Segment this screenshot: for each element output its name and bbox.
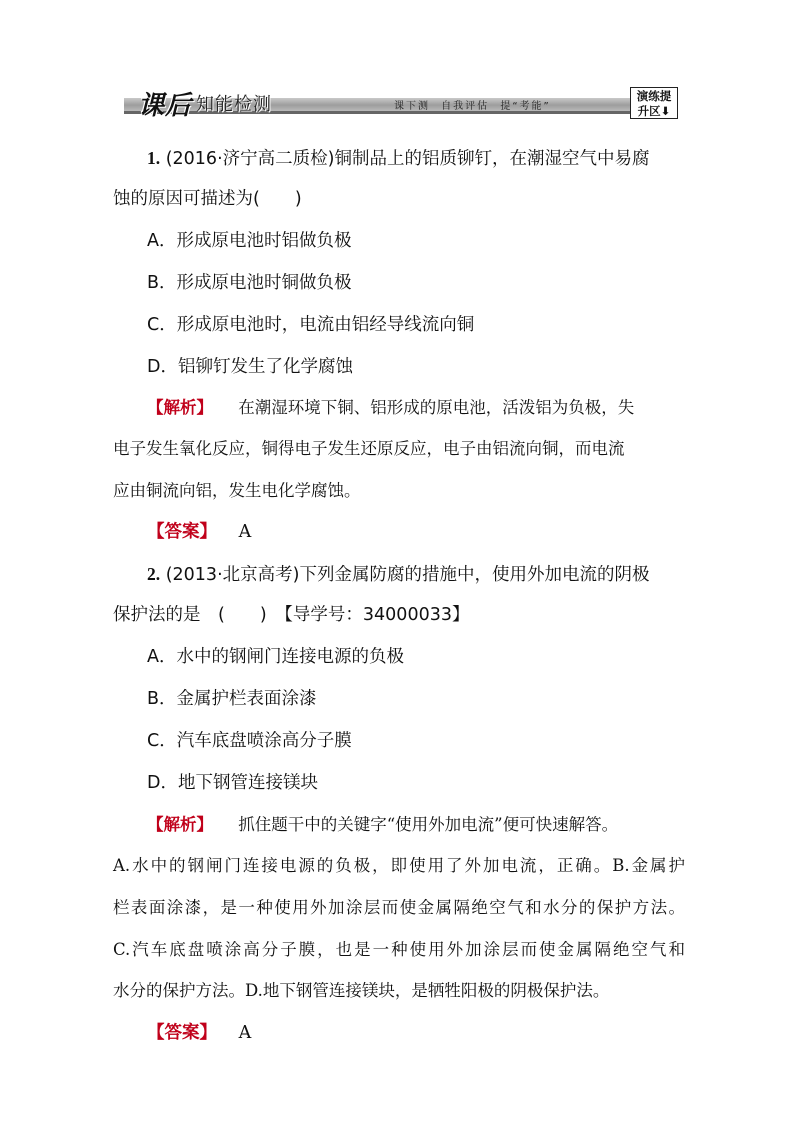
- answer-line: [147, 520, 251, 544]
- answer-tag: 【答案】: [147, 1023, 217, 1043]
- option-a: A．水中的钢闸门连接电源的负极: [147, 647, 404, 667]
- analysis-line-2: 电子发生氧化反应，铜得电子发生还原反应，电子由铝流向铜，而电流: [113, 439, 625, 458]
- answer-line: [147, 1021, 251, 1045]
- header-subtitle: 课下测 自我评估 提“考能”: [394, 101, 551, 112]
- question-2-line-2: 保护法的是 ( ) 【导学号：34000033】: [113, 605, 470, 625]
- header-title-small: 知能检测: [196, 94, 273, 115]
- analysis-line-3: 应由铜流向铝，发生电化学腐蚀。: [113, 481, 361, 500]
- analysis-tag: 【解析】: [147, 398, 213, 417]
- analysis-text: 抓住题干中的关键字“使用外加电流”便可快速解答。: [238, 815, 619, 834]
- down-arrow-icon: ⬇: [660, 104, 671, 118]
- option-b: B．形成原电池时铜做负极: [147, 273, 352, 293]
- option-c: C．汽车底盘喷涂高分子膜: [147, 731, 352, 751]
- analysis-line-1: [147, 396, 634, 420]
- analysis-line-5: 水分的保护方法。D.地下钢管连接镁块，是牺牲阳极的阴极保护法。: [113, 981, 610, 1000]
- analysis-line-3: 栏表面涂漆，是一种使用外加涂层而使金属隔绝空气和水分的保护方法。: [113, 898, 685, 917]
- option-c: C．形成原电池时，电流由铝经导线流向铜: [147, 315, 475, 335]
- option-d: D．地下钢管连接镁块: [147, 773, 318, 793]
- header-title: [138, 87, 328, 119]
- answer-value: A: [238, 1023, 252, 1043]
- practice-badge[interactable]: [630, 87, 678, 119]
- question-text: (2013·北京高考)下列金属防腐的措施中，使用外加电流的阴极: [165, 565, 650, 585]
- question-1-line-2: 蚀的原因可描述为( ): [113, 189, 302, 209]
- header-title-big: 课后: [138, 90, 193, 121]
- question-text: (2016·济宁高二质检)铜制品上的铝质铆钉，在潮湿空气中易腐: [165, 149, 650, 169]
- question-2-line-1: [147, 562, 649, 587]
- badge-line1: 演练提: [636, 89, 672, 103]
- option-a: A．形成原电池时铝做负极: [147, 231, 352, 251]
- analysis-line-2: A.水中的钢闸门连接电源的负极，即使用了外加电流，正确。B.金属护: [113, 856, 685, 875]
- question-number: 2.: [147, 564, 161, 584]
- analysis-text: 在潮湿环境下铜、铝形成的原电池，活泼铝为负极，失: [238, 398, 635, 417]
- answer-tag: 【答案】: [147, 522, 217, 542]
- question-1-line-1: [147, 146, 649, 171]
- analysis-line-1: [147, 813, 618, 837]
- option-d: D．铝铆钉发生了化学腐蚀: [147, 357, 353, 377]
- answer-value: A: [238, 522, 252, 542]
- question-number: 1.: [147, 148, 161, 168]
- analysis-tag: 【解析】: [147, 815, 213, 834]
- option-b: B．金属护栏表面涂漆: [147, 689, 317, 709]
- section-header: [124, 87, 678, 119]
- badge-line2: 升区⬇: [637, 104, 671, 118]
- analysis-line-4: C.汽车底盘喷涂高分子膜，也是一种使用外加涂层而使金属隔绝空气和: [113, 940, 685, 959]
